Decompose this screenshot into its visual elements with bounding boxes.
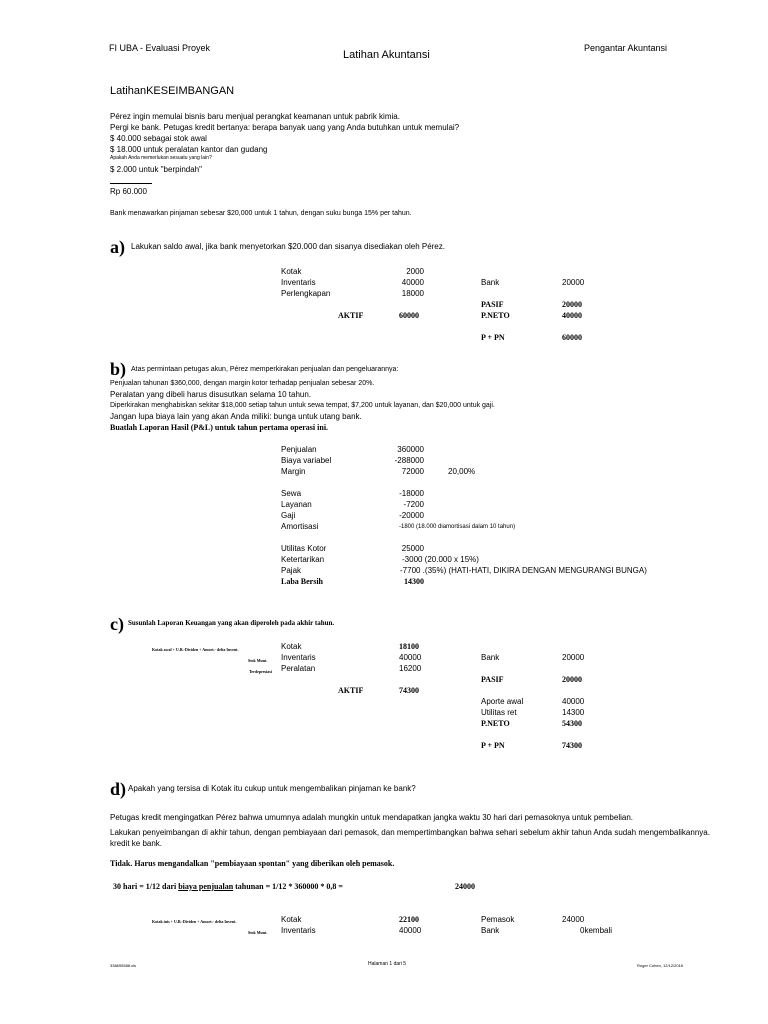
label-pajak: Pajak (281, 566, 302, 575)
value-perlengkapan: 18000 (401, 289, 424, 298)
section-text: Petugas kredit mengingatkan Pérez bahwa umumnya adalah mungkin untuk mendapatkan jangka waktu 30 hari dari pemasoknya untuk pembelian. (110, 813, 633, 822)
section-text: Penjualan tahunan $360,000, dengan margin kotor terhadap penjualan sebesar 20%. (110, 380, 375, 387)
value-aktif: 74300 (399, 686, 419, 695)
label-pasif: PASIF (481, 300, 504, 309)
label-bank: Bank (481, 278, 500, 287)
footer-left: 338695588.xls (110, 963, 137, 968)
intro-line: $ 2.000 untuk "berpindah" (110, 165, 202, 174)
label-ppn: P + PN (481, 333, 505, 342)
label-inventaris: Inventaris (281, 653, 316, 662)
section-question: Atas permintaan petugas akun, Pérez memperkirakan penjualan dan pengeluarannya: (131, 366, 399, 373)
formula-note: Stok Munt. (248, 930, 268, 935)
section-text: Tidak. Harus mengandalkan "pembiayaan spontan" yang diberikan oleh pemasok. (110, 859, 395, 868)
total-rule (110, 183, 152, 184)
label-penjualan: Penjualan (281, 445, 317, 454)
label-sewa: Sewa (281, 489, 302, 498)
value-sewa: -18000 (399, 489, 424, 498)
label-bank: Bank (481, 653, 500, 662)
value-utilitas-ret: 14300 (562, 708, 585, 717)
calc-part: tahunan = 1/12 * 360000 * 0,8 = (233, 882, 343, 891)
section-letter: a) (110, 237, 125, 257)
label-aporte-awal: Aporte awal (481, 697, 524, 706)
label-inventaris: Inventaris (281, 278, 316, 287)
label-inventaris: Inventaris (281, 926, 316, 935)
intro-line: Apakah Anda memerlukan sesuatu yang lain? (110, 155, 212, 161)
section-letter: c) (110, 614, 124, 634)
label-gaji: Gaji (281, 511, 296, 520)
value-pneto: 40000 (562, 311, 582, 320)
section-text: Peralatan yang dibeli harus disusutkan selama 10 tahun. (110, 390, 312, 399)
formula-note: Stok Munt. (248, 658, 268, 663)
header-left: FI UBA - Evaluasi Proyek (109, 43, 211, 53)
label-laba-bersih: Laba Bersih (281, 577, 324, 586)
label-pemasok: Pemasok (481, 915, 515, 924)
section-text: kredit ke bank. (110, 839, 163, 848)
section-letter: d) (110, 779, 127, 799)
label-biaya-variabel: Biaya variabel (281, 456, 332, 465)
value-margin-pct: 20,00% (448, 467, 476, 476)
value-amortisasi: -1800 (18.000 diamortisasi dalam 10 tahun) (399, 524, 516, 530)
label-aktif: AKTIF (338, 686, 364, 695)
intro-total: Rp 60.000 (110, 187, 147, 196)
value-ketertarikan: -3000 (20.000 x 15%) (402, 555, 479, 564)
value-aporte-awal: 40000 (562, 697, 585, 706)
value-pasif: 20000 (562, 675, 582, 684)
label-pneto: P.NETO (481, 311, 510, 320)
label-kotak: Kotak (281, 642, 302, 651)
formula-note: Kotak awal + U.B.-Dividen + Amort.- delta Invent. (152, 647, 239, 652)
label-amortisasi: Amortisasi (281, 522, 319, 531)
section-question: Susunlah Laporan Keuangan yang akan diperoleh pada akhir tahun. (128, 619, 335, 627)
footer-right: Roger Cohen, 12/12/2016 (637, 963, 684, 968)
formula-note: Kotak inis + U.B.-Dividen + Amort.- delta Invent. (152, 919, 237, 924)
intro-line: $ 18.000 untuk peralatan kantor dan gudang (110, 145, 268, 154)
value-biaya-variabel: -288000 (394, 456, 424, 465)
value-inventaris: 40000 (401, 278, 424, 287)
value-penjualan: 360000 (397, 445, 424, 454)
label-pneto: P.NETO (481, 719, 510, 728)
label-aktif: AKTIF (338, 311, 364, 320)
intro-line: Pergi ke bank. Petugas kredit bertanya: berapa banyak uang yang Anda butuhkan untuk memulai? (110, 123, 460, 132)
section-text: Lakukan penyeimbangan di akhir tahun, dengan pembiayaan dari pemasok, dan mempertimbangkan bahwa sehari sebelum akhir tahun Anda sudah mengembalikannya. (110, 828, 710, 837)
formula-note: Terdepresiasi (249, 669, 272, 674)
header-center: Latihan Akuntansi (343, 49, 430, 61)
header-right: Pengantar Akuntansi (584, 43, 668, 53)
value-ppn: 74300 (562, 741, 582, 750)
section-text: Jangan lupa biaya lain yang akan Anda miliki: bunga untuk utang bank. (110, 412, 362, 421)
value-bank: 0kembali (580, 926, 613, 935)
label-utilitas-ret: Utilitas ret (481, 708, 517, 717)
intro-line: $ 40.000 sebagai stok awal (110, 134, 207, 143)
value-kotak: 18100 (399, 642, 419, 651)
value-inventaris: 40000 (399, 926, 422, 935)
label-pasif: PASIF (481, 675, 504, 684)
value-laba-bersih: 14300 (404, 577, 424, 586)
value-bank: 20000 (562, 278, 585, 287)
value-bank: 20000 (562, 653, 585, 662)
value-aktif: 60000 (399, 311, 419, 320)
intro-loan: Bank menawarkan pinjaman sebesar $20,000 untuk 1 tahun, dengan suku bunga 15% per tahun. (110, 210, 412, 217)
value-pneto: 54300 (562, 719, 582, 728)
label-margin: Margin (281, 467, 306, 476)
value-utilitas-kotor: 25000 (401, 544, 424, 553)
section-text: Buatlah Laporan Hasil (P&L) untuk tahun pertama operasi ini. (110, 423, 329, 432)
value-ppn: 60000 (562, 333, 582, 342)
section-text: Diperkirakan menghabiskan sekitar $18,000 setiap tahun untuk sewa tempat, $7,200 untuk layanan, dan $20,000 untuk gaji. (110, 402, 495, 409)
label-kotak: Kotak (281, 267, 302, 276)
section-question: Apakah yang tersisa di Kotak itu cukup untuk mengembalikan pinjaman ke bank? (128, 784, 416, 793)
value-kotak: 22100 (399, 915, 419, 924)
label-perlengkapan: Perlengkapan (281, 289, 331, 298)
value-layanan: -7200 (403, 500, 424, 509)
value-peralatan: 16200 (399, 664, 422, 673)
value-margin: 72000 (401, 467, 424, 476)
calc-line (113, 883, 343, 891)
value-pemasok: 24000 (562, 915, 585, 924)
intro-line: Pérez ingin memulai bisnis baru menjual perangkat keamanan untuk pabrik kimia. (110, 112, 400, 121)
value-pajak: -7700 .(35%) (HATI-HATI, DIKIRA DENGAN MENGURANGI BUNGA) (400, 566, 647, 575)
page-title: LatihanKESEIMBANGAN (110, 85, 235, 97)
label-layanan: Layanan (281, 500, 312, 509)
value-gaji: -20000 (399, 511, 424, 520)
calc-part: 30 hari = 1/12 dari (113, 882, 179, 891)
calc-part: biaya penjualan (178, 882, 234, 891)
section-question: Lakukan saldo awal, jika bank menyetorkan $20.000 dan sisanya disediakan oleh Pérez. (131, 242, 445, 251)
value-inventaris: 40000 (399, 653, 422, 662)
value-pasif: 20000 (562, 300, 582, 309)
label-kotak: Kotak (281, 915, 302, 924)
calc-value: 24000 (455, 882, 475, 891)
label-bank: Bank (481, 926, 500, 935)
label-ketertarikan: Ketertarikan (281, 555, 325, 564)
value-kotak: 2000 (406, 267, 424, 276)
section-letter: b) (110, 359, 127, 379)
footer-center: Halaman 1 dari 5 (368, 961, 407, 967)
label-utilitas-kotor: Utilitas Kotor (281, 544, 327, 553)
label-peralatan: Peralatan (281, 664, 316, 673)
label-ppn: P + PN (481, 741, 505, 750)
